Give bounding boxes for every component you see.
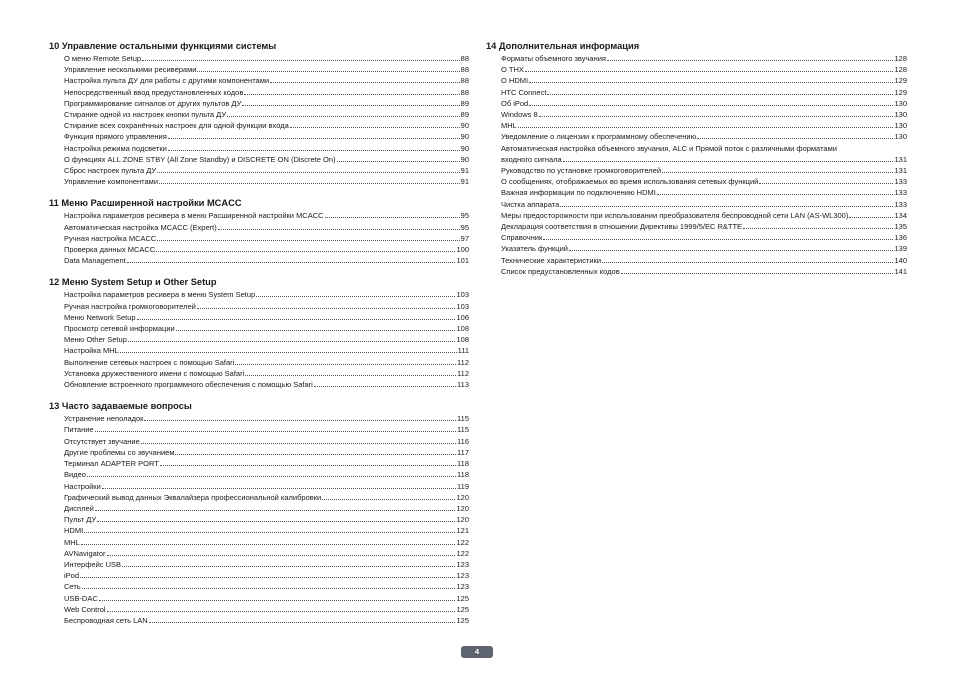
entry-title: USB-DAC: [64, 593, 98, 603]
entry-title: Data Management: [64, 256, 126, 266]
entry-page-number: 133: [894, 188, 907, 198]
dot-leader: [120, 345, 457, 353]
entry-title: Сброс настроек пульта ДУ: [64, 166, 157, 176]
toc-entry[interactable]: [49, 53, 469, 64]
entry-title: AVNavigator: [64, 548, 106, 558]
entry-title: О меню Remote Setup: [64, 54, 142, 63]
toc-entry[interactable]: [486, 176, 907, 187]
entry-page-number: 131: [894, 154, 907, 164]
toc-entry[interactable]: [49, 413, 469, 424]
entry-page-number: 91: [460, 177, 469, 187]
entry-title: Программирование сигналов от других пультов ДУ: [64, 98, 242, 108]
entry-page-number: 119: [457, 481, 469, 491]
toc-section: [49, 197, 469, 266]
dot-leader: [156, 244, 455, 252]
toc-section: [49, 40, 469, 187]
entry-title: Установка дружественного имени с помощью Safari: [64, 368, 245, 378]
toc-entry[interactable]: [49, 109, 469, 120]
toc-entry[interactable]: [486, 232, 907, 243]
toc-entry[interactable]: [49, 75, 469, 86]
entry-page-number: 141: [894, 266, 907, 276]
entry-page-number: 128: [894, 54, 907, 63]
toc-entry[interactable]: [486, 98, 907, 109]
dot-leader: [127, 255, 456, 263]
entry-title: Меню Network Setup: [64, 312, 136, 322]
entry-title: Управление несколькими ресиверами: [64, 65, 197, 75]
entry-page-number: 90: [460, 154, 469, 164]
dot-leader: [525, 64, 894, 72]
dot-leader: [102, 481, 456, 489]
toc-entry[interactable]: [486, 165, 907, 176]
dot-leader: [621, 266, 894, 274]
entry-page-number: 108: [456, 335, 469, 345]
entry-page-number: 103: [456, 301, 469, 311]
toc-entry[interactable]: [486, 187, 907, 198]
dot-leader: [95, 503, 456, 511]
entry-title: Выполнение сетевых настроек с помощью Safari: [64, 357, 235, 367]
dot-leader: [560, 199, 893, 207]
dot-leader: [290, 120, 460, 128]
entry-page-number: 103: [456, 290, 469, 300]
dot-leader: [314, 379, 456, 387]
entry-page-number: 133: [894, 199, 907, 209]
entry-title: Автоматическая настройка объемного звучания, ALC и Прямой поток с различными форматами: [501, 143, 837, 153]
toc-entry[interactable]: [49, 604, 469, 615]
entry-page-number: 115: [457, 414, 469, 424]
entry-page-number: 88: [460, 87, 469, 97]
dot-leader: [99, 593, 456, 601]
toc-entry[interactable]: [49, 312, 469, 323]
toc-entry[interactable]: [486, 131, 907, 142]
toc-entry[interactable]: [49, 233, 469, 244]
dot-leader: [82, 581, 456, 589]
entry-title: HDMI: [64, 526, 84, 536]
entry-page-number: 120: [456, 515, 469, 525]
entry-page-number: 131: [894, 166, 907, 176]
entry-title: О функциях ALL ZONE STBY (All Zone Standby) и DISCRETE ON (Discrete On): [64, 154, 336, 164]
entry-title: Ручная настройка громкоговорителей: [64, 301, 196, 311]
entry-title: О сообщениях, отображаемых во время использования сетевых функций: [501, 177, 759, 187]
toc-entry[interactable]: [486, 199, 907, 210]
toc-entry-line[interactable]: [486, 143, 907, 154]
entry-page-number: 113: [457, 380, 469, 390]
dot-leader: [657, 187, 894, 195]
entry-title: Настройка параметров ресивера в меню System Setup: [64, 290, 256, 300]
toc-entry[interactable]: [49, 469, 469, 480]
toc-entry[interactable]: [49, 87, 469, 98]
dot-leader: [607, 53, 894, 61]
entry-title: Питание: [64, 425, 94, 435]
section-title: 10 Управление остальными функциями системы: [49, 41, 277, 51]
toc-entry[interactable]: [49, 537, 469, 548]
entry-page-number: 134: [894, 210, 907, 220]
entry-page-number: 112: [457, 357, 469, 367]
entry-page-number: 101: [456, 256, 469, 266]
toc-entry[interactable]: [49, 98, 469, 109]
entry-page-number: 123: [456, 559, 469, 569]
entry-page-number: 123: [456, 582, 469, 592]
toc-entry[interactable]: [49, 301, 469, 312]
dot-leader: [235, 357, 456, 365]
toc-entry[interactable]: [49, 176, 469, 187]
entry-title: Управление компонентами: [64, 177, 159, 187]
dot-leader: [518, 120, 894, 128]
entry-page-number: 106: [456, 312, 469, 322]
dot-leader: [197, 64, 459, 72]
toc-entry[interactable]: [49, 345, 469, 356]
dot-leader: [529, 98, 893, 106]
toc-entry[interactable]: [49, 154, 469, 165]
toc-entry[interactable]: [486, 266, 907, 277]
dot-leader: [244, 87, 459, 95]
toc-entry[interactable]: [486, 87, 907, 98]
entry-title: Другие проблемы со звучанием: [64, 447, 175, 457]
entry-title: Справочник: [501, 233, 543, 243]
dot-leader: [547, 87, 893, 95]
entry-page-number: 120: [456, 503, 469, 513]
toc-entry[interactable]: [49, 379, 469, 390]
entry-page-number: 123: [456, 571, 469, 581]
dot-leader: [245, 368, 456, 376]
dot-leader: [662, 165, 893, 173]
entry-page-number: 90: [460, 132, 469, 142]
entry-page-number: 120: [456, 492, 469, 502]
entry-title: Web Control: [64, 604, 106, 614]
entry-title: Функция прямого управления: [64, 132, 167, 142]
dot-leader: [529, 75, 893, 83]
entry-page-number: 133: [894, 177, 907, 187]
entry-page-number: 140: [894, 255, 907, 265]
dot-leader: [149, 615, 456, 623]
toc-entry[interactable]: [49, 131, 469, 142]
entry-title: MHL: [64, 537, 80, 547]
entry-title: Беспроводная сеть LAN: [64, 615, 148, 625]
entry-page-number: 129: [894, 76, 907, 86]
entry-page-number: 118: [457, 459, 469, 469]
entry-page-number: 130: [894, 132, 907, 142]
toc-entry[interactable]: [486, 243, 907, 254]
entry-page-number: 111: [457, 346, 469, 356]
dot-leader: [128, 334, 456, 342]
dot-leader: [107, 604, 456, 612]
dot-leader: [81, 537, 456, 545]
entry-title: Просмотр сетевой информации: [64, 324, 175, 334]
entry-page-number: 95: [460, 222, 469, 232]
toc-entry[interactable]: [49, 368, 469, 379]
dot-leader: [563, 154, 894, 162]
dot-leader: [144, 413, 456, 421]
toc-entry[interactable]: [49, 570, 469, 581]
toc-entry[interactable]: [49, 165, 469, 176]
entry-title: Устранение неполадок: [64, 414, 144, 424]
entry-page-number: 95: [460, 211, 469, 221]
toc-entry[interactable]: [49, 289, 469, 300]
entry-title: Настройка пульта ДУ для работы с другими компонентами: [64, 76, 270, 86]
toc-entry[interactable]: [49, 548, 469, 559]
entry-page-number: 130: [894, 98, 907, 108]
entry-page-number: 129: [894, 87, 907, 97]
entry-page-number: 136: [894, 233, 907, 243]
entry-title: Руководство по установке громкоговорителей: [501, 166, 662, 176]
dot-leader: [176, 323, 456, 331]
dot-leader: [97, 514, 455, 522]
entry-page-number: 115: [457, 425, 469, 435]
entry-page-number: 118: [457, 470, 469, 480]
entry-title: Проверка данных MCACC: [64, 245, 156, 255]
entry-page-number: 112: [457, 368, 469, 378]
dot-leader: [218, 222, 460, 230]
toc-entry[interactable]: [49, 323, 469, 334]
entry-page-number: 117: [457, 447, 469, 457]
toc-entry[interactable]: [49, 143, 469, 154]
toc-entry[interactable]: [486, 210, 907, 221]
entry-title: Терминал ADAPTER PORT: [64, 459, 159, 469]
toc-entry[interactable]: [486, 154, 907, 165]
entry-title: Интерфейс USB: [64, 559, 122, 569]
toc-entry[interactable]: [49, 244, 469, 255]
entry-title: Список предустановленных кодов: [501, 266, 620, 276]
dot-leader: [142, 53, 460, 61]
entry-page-number: 90: [460, 121, 469, 131]
entry-title: Непосредственный ввод предустановленных кодов: [64, 87, 244, 97]
entry-title: Настройка параметров ресивера в меню Расширенной настройки MCACC: [64, 211, 324, 221]
dot-leader: [543, 232, 893, 240]
toc-entry[interactable]: [49, 525, 469, 536]
toc-section: [486, 40, 907, 277]
dot-leader: [337, 154, 460, 162]
dot-leader: [160, 458, 456, 466]
toc-entry[interactable]: [49, 581, 469, 592]
entry-title: Уведомление о лицензии к программному обеспечению: [501, 132, 697, 142]
toc-entry[interactable]: [49, 593, 469, 604]
entry-page-number: 130: [894, 121, 907, 131]
dot-leader: [270, 75, 460, 83]
toc-entry[interactable]: [486, 53, 907, 64]
entry-title: Видео: [64, 470, 86, 480]
toc-entry[interactable]: [49, 481, 469, 492]
toc-entry[interactable]: [49, 559, 469, 570]
toc-entry[interactable]: [49, 492, 469, 503]
entry-page-number: 90: [460, 143, 469, 153]
entry-title: Дисплей: [64, 503, 94, 513]
dot-leader: [242, 98, 459, 106]
entry-title: Меры предосторожности при использовании преобразователя беспроводной сети LAN (AS-WL300): [501, 210, 849, 220]
entry-title: Технические характеристики: [501, 255, 602, 265]
entry-title: Стирание всех сохранённых настроек для одной функции входа: [64, 121, 289, 131]
dot-leader: [759, 176, 893, 184]
entry-title: входного сигнала: [501, 154, 562, 164]
dot-leader: [159, 176, 460, 184]
toc-entry[interactable]: [49, 120, 469, 131]
toc-entry[interactable]: [49, 357, 469, 368]
entry-title: Настройки: [64, 481, 101, 491]
toc-entry[interactable]: [49, 436, 469, 447]
entry-page-number: 125: [456, 593, 469, 603]
toc-entry[interactable]: [49, 447, 469, 458]
toc-entry[interactable]: [486, 75, 907, 86]
entry-title: iPod: [64, 571, 80, 581]
entry-title: Настройка MHL: [64, 346, 119, 356]
dot-leader: [157, 233, 459, 241]
entry-page-number: 122: [456, 537, 469, 547]
entry-page-number: 128: [894, 65, 907, 75]
entry-page-number: 139: [894, 244, 907, 254]
entry-page-number: 125: [456, 615, 469, 625]
toc-section: [49, 400, 469, 626]
dot-leader: [84, 525, 455, 533]
entry-title: Ручная настройка MCACC: [64, 233, 157, 243]
entry-title: MHL: [501, 121, 517, 131]
page-number-badge: 4: [461, 646, 493, 658]
entry-page-number: 88: [460, 54, 469, 63]
entry-title: Автоматическая настройка MCACC (Expert): [64, 222, 217, 232]
entry-page-number: 135: [894, 222, 907, 232]
dot-leader: [175, 447, 456, 455]
entry-page-number: 116: [457, 436, 469, 446]
entry-page-number: 100: [456, 245, 469, 255]
dot-leader: [107, 548, 456, 556]
dot-leader: [227, 109, 460, 117]
entry-page-number: 88: [460, 65, 469, 75]
dot-leader: [168, 131, 460, 139]
dot-leader: [80, 570, 455, 578]
dot-leader: [137, 312, 456, 320]
entry-title: О HDMI: [501, 76, 529, 86]
entry-title: Отсутствует звучание: [64, 436, 140, 446]
entry-title: Меню Other Setup: [64, 335, 127, 345]
entry-page-number: 108: [456, 324, 469, 334]
toc-entry[interactable]: [486, 221, 907, 232]
entry-title: Указатель функций: [501, 244, 568, 254]
dot-leader: [849, 210, 893, 218]
entry-page-number: 89: [460, 98, 469, 108]
entry-page-number: 88: [460, 76, 469, 86]
section-title: 13 Часто задаваемые вопросы: [49, 401, 192, 412]
toc-left-column: [49, 40, 469, 636]
entry-title: Пульт ДУ: [64, 515, 97, 525]
entry-title: О THX: [501, 65, 524, 75]
toc-entry[interactable]: [49, 210, 469, 221]
dot-leader: [697, 131, 893, 139]
dot-leader: [539, 109, 894, 117]
toc-entry[interactable]: [49, 334, 469, 345]
toc-entry[interactable]: [49, 64, 469, 75]
entry-title: Обновление встроенного программного обеспечения с помощью Safari: [64, 380, 313, 390]
dot-leader: [122, 559, 455, 567]
toc-section: [49, 276, 469, 390]
toc-entry[interactable]: [486, 120, 907, 131]
dot-leader: [95, 424, 456, 432]
entry-page-number: 122: [456, 548, 469, 558]
toc-entry[interactable]: [49, 255, 469, 266]
entry-title: Стирание одной из настроек кнопки пульта ДУ: [64, 110, 227, 120]
entry-page-number: 125: [456, 604, 469, 614]
entry-title: HTC Connect: [501, 87, 547, 97]
toc-entry[interactable]: [486, 64, 907, 75]
dot-leader: [602, 255, 893, 263]
dot-leader: [322, 492, 455, 500]
entry-title: Форматы объемного звучания: [501, 54, 606, 63]
toc-entry[interactable]: [49, 514, 469, 525]
entry-page-number: 97: [460, 233, 469, 243]
toc-entry[interactable]: [49, 424, 469, 435]
dot-leader: [256, 289, 455, 297]
toc-entry[interactable]: [49, 615, 469, 626]
entry-page-number: 121: [456, 526, 469, 536]
entry-title: Windows 8: [501, 110, 538, 120]
dot-leader: [197, 301, 456, 309]
entry-page-number: 130: [894, 110, 907, 120]
entry-page-number: 91: [460, 166, 469, 176]
toc-entry[interactable]: [49, 458, 469, 469]
section-title: 11 Меню Расширенной настройки MCACC: [49, 198, 242, 209]
section-title: 14 Дополнительная информация: [486, 41, 640, 51]
dot-leader: [141, 436, 456, 444]
dot-leader: [168, 143, 460, 151]
entry-title: Графический вывод данных Эквалайзера профессиональной калибровки: [64, 492, 322, 502]
toc-right-column: [486, 40, 907, 287]
dot-leader: [325, 210, 460, 218]
dot-leader: [569, 243, 894, 251]
dot-leader: [743, 221, 893, 229]
entry-title: Об iPod: [501, 98, 529, 108]
dot-leader: [157, 165, 460, 173]
entry-title: Чистка аппарата: [501, 199, 560, 209]
entry-title: Декларация соответствия в отношении Директивы 1999/5/EC R&TTE: [501, 222, 743, 232]
entry-title: Важная информации по подключению HDMI: [501, 188, 656, 198]
toc-entry[interactable]: [486, 255, 907, 266]
toc-entry[interactable]: [49, 222, 469, 233]
section-title: 12 Меню System Setup и Other Setup: [49, 277, 217, 288]
entry-page-number: 89: [460, 110, 469, 120]
toc-entry[interactable]: [486, 109, 907, 120]
entry-title: Сеть: [64, 582, 81, 592]
entry-title: Настройка режима подсветки: [64, 143, 167, 153]
dot-leader: [87, 469, 456, 477]
toc-entry[interactable]: [49, 503, 469, 514]
